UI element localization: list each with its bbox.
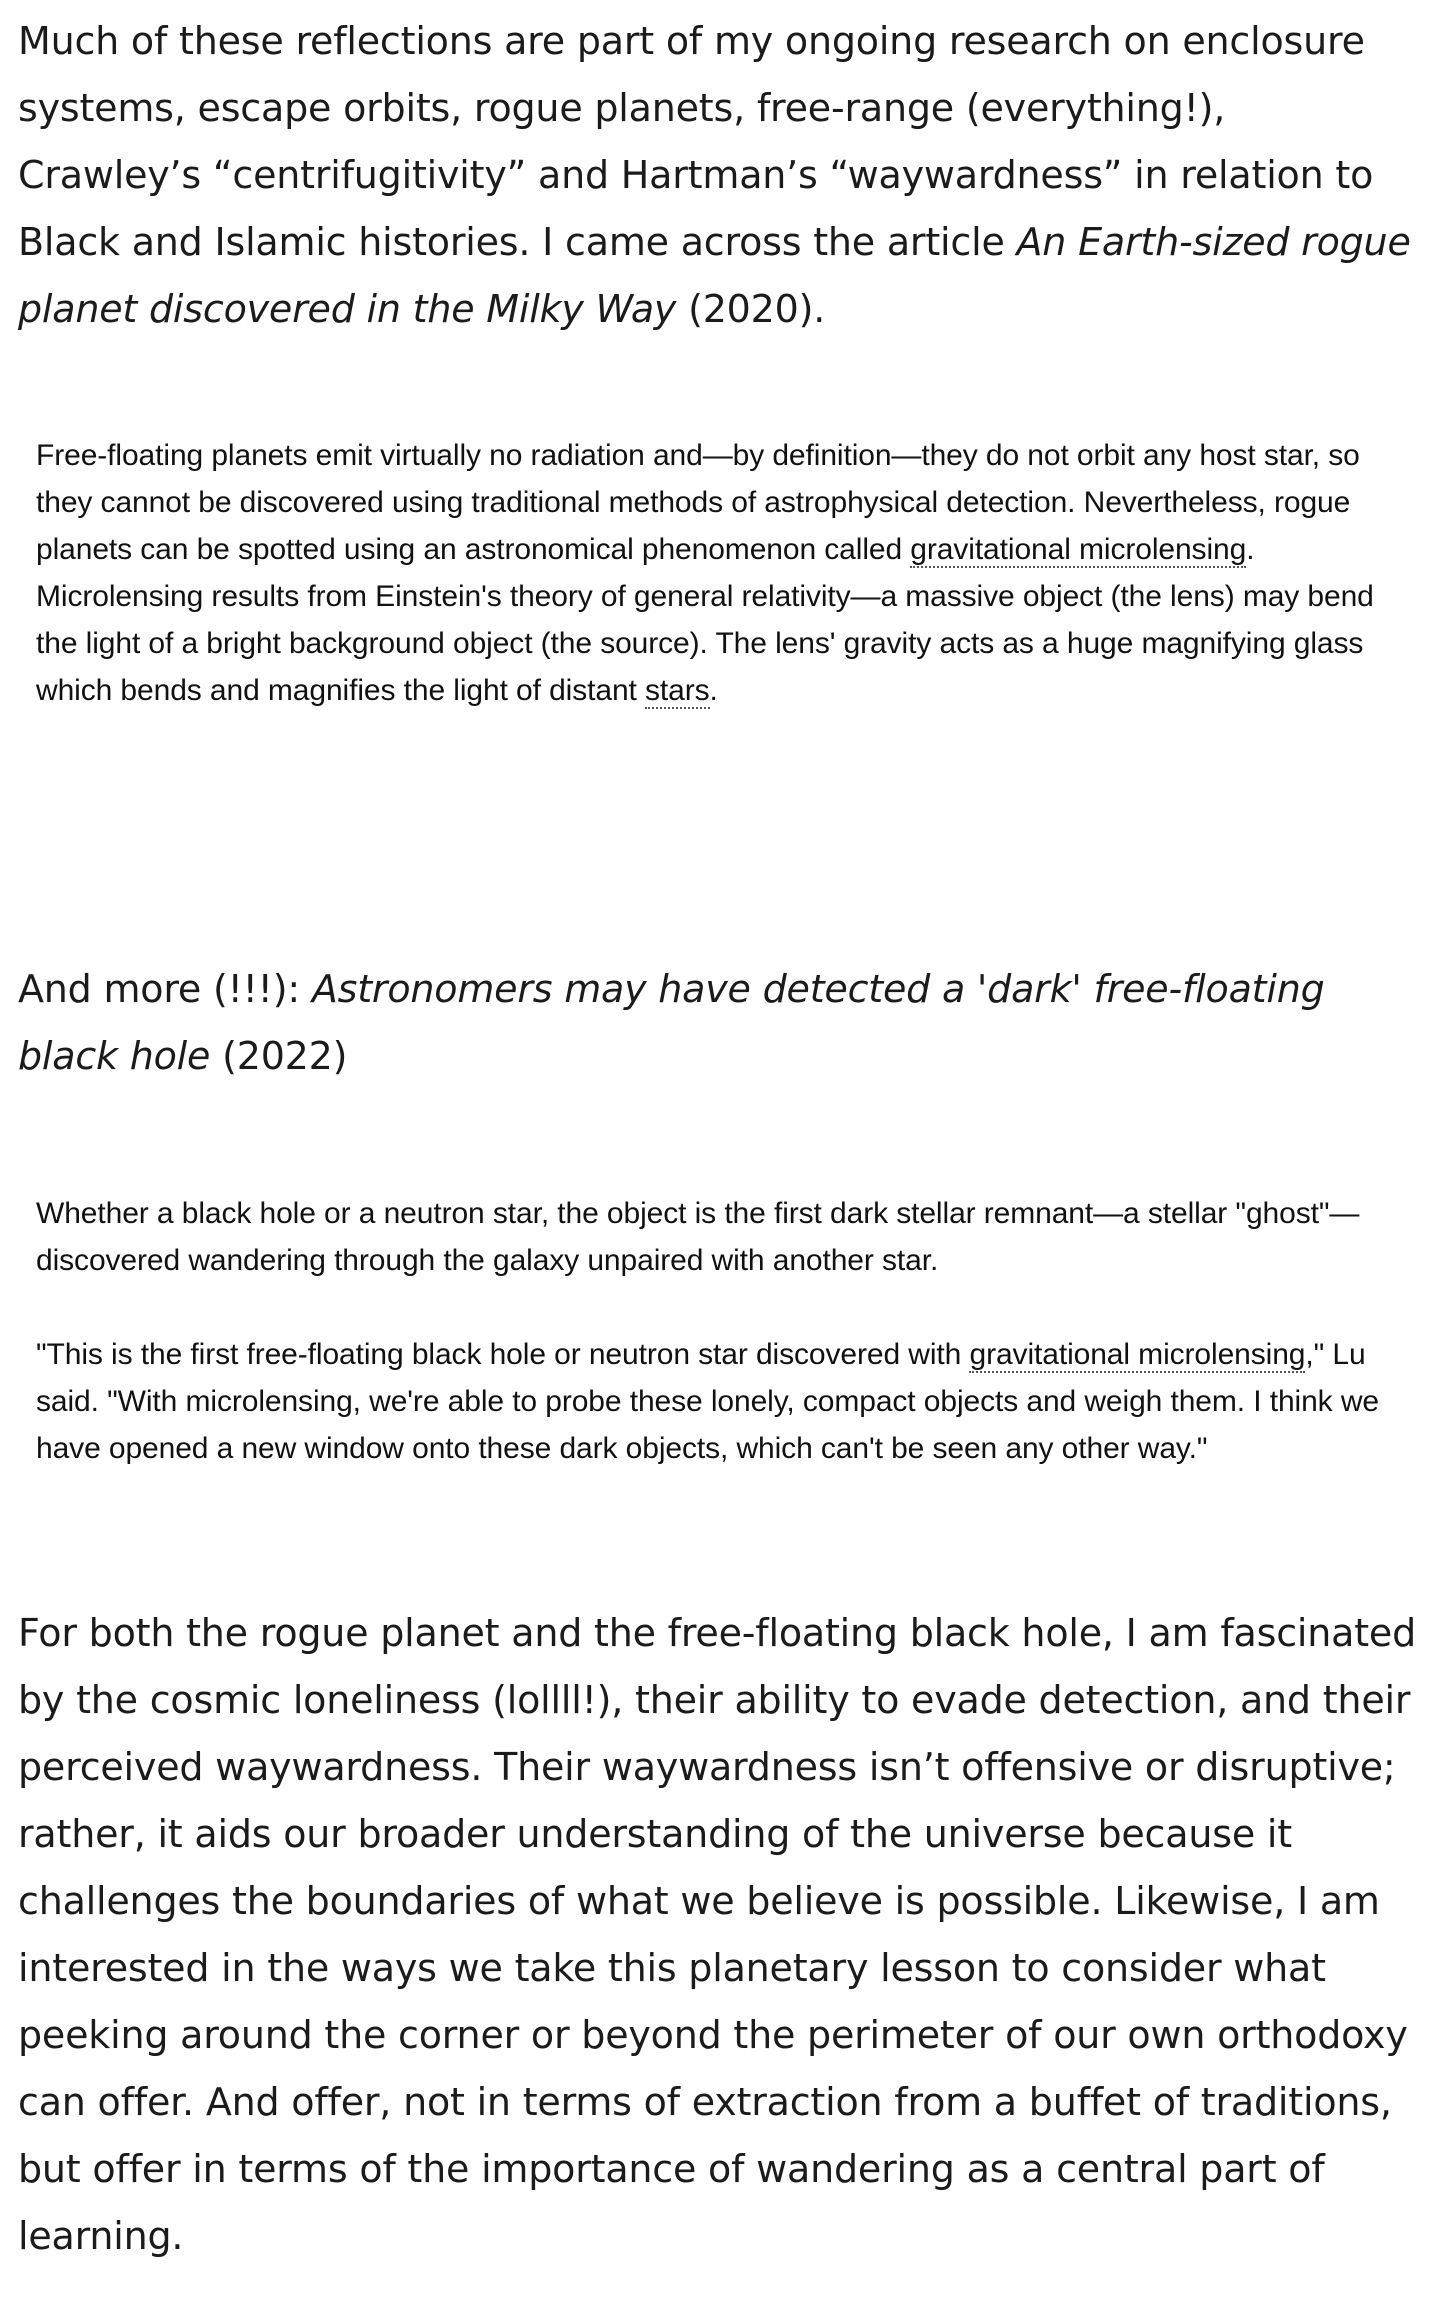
quote-text: ," Lu said. "With microlensing, we're able to probe these lonely, compact objects and weigh them. I think we have opened a new window onto these dark objects, which can't be seen any other way."	[36, 1338, 1379, 1465]
quote-paragraph-1: Whether a black hole or a neutron star, the object is the first dark stellar remnant—a stellar "ghost"—discovered wandering through the galaxy unpaired with another star.	[36, 1197, 1360, 1277]
intro-paragraph	[18, 8, 1418, 343]
intro-year: (2020).	[676, 287, 826, 331]
second-article-paragraph	[18, 956, 1418, 1090]
stars-link[interactable]: stars	[645, 674, 710, 707]
second-article-lead: And more (!!!):	[18, 967, 312, 1011]
paragraph-spacer	[36, 1284, 1406, 1331]
second-article-year: (2022)	[210, 1034, 348, 1078]
gravitational-microlensing-link[interactable]: gravitational microlensing	[910, 533, 1247, 566]
quote-paragraph-2	[36, 1331, 1406, 1472]
article-title-black-hole: Astronomers may have detected a 'dark' free-floating black hole	[18, 967, 1325, 1078]
quote-text: .	[709, 674, 718, 707]
article-title-rogue-planet: An Earth-sized rogue planet discovered in the Milky Way	[18, 220, 1411, 331]
intro-text: Much of these reflections are part of my ongoing research on enclosure systems, escape orbits, rogue planets, free-range (everything!), Crawley’s “centrifugitivity” and Hartman’s “waywardness” in relation to Black and Islamic histories. I came across the article	[18, 19, 1374, 264]
closing-paragraph: For both the rogue planet and the free-floating black hole, I am fascinated by the cosmic loneliness (lollll!), their ability to evade detection, and their perceived waywardness. Their waywardness isn’t offensive or disruptive; rather, it aids our broader understanding of the universe because it challenges the boundaries of what we believe is possible. Likewise, I am interested in the ways we take this planetary lesson to consider what peeking around the corner or beyond the perimeter of our own orthodoxy can offer. And offer, not in terms of extraction from a buffet of traditions, but offer in terms of the importance of wandering as a central part of learning.	[18, 1611, 1417, 2258]
quote-text: Free-floating planets emit virtually no radiation and—by definition—they do not orbit any host star, so they cannot be discovered using traditional methods of astrophysical detection. Nevertheless, rogue planets can be spotted using an astronomical phenomenon called	[36, 439, 1360, 566]
quote-text: . Microlensing results from Einstein's theory of general relativity—a massive object (the lens) may bend the light of a bright background object (the source). The lens' gravity acts as a huge magnifying glass which bends and magnifies the light of distant	[36, 533, 1374, 707]
quote-text: "This is the first free-floating black hole or neutron star discovered with	[36, 1338, 970, 1371]
quote-rogue-planet	[36, 432, 1406, 714]
gravitational-microlensing-link-2[interactable]: gravitational microlensing	[969, 1338, 1306, 1371]
quote-black-hole	[36, 1190, 1406, 1472]
quote-paragraph	[36, 432, 1406, 714]
